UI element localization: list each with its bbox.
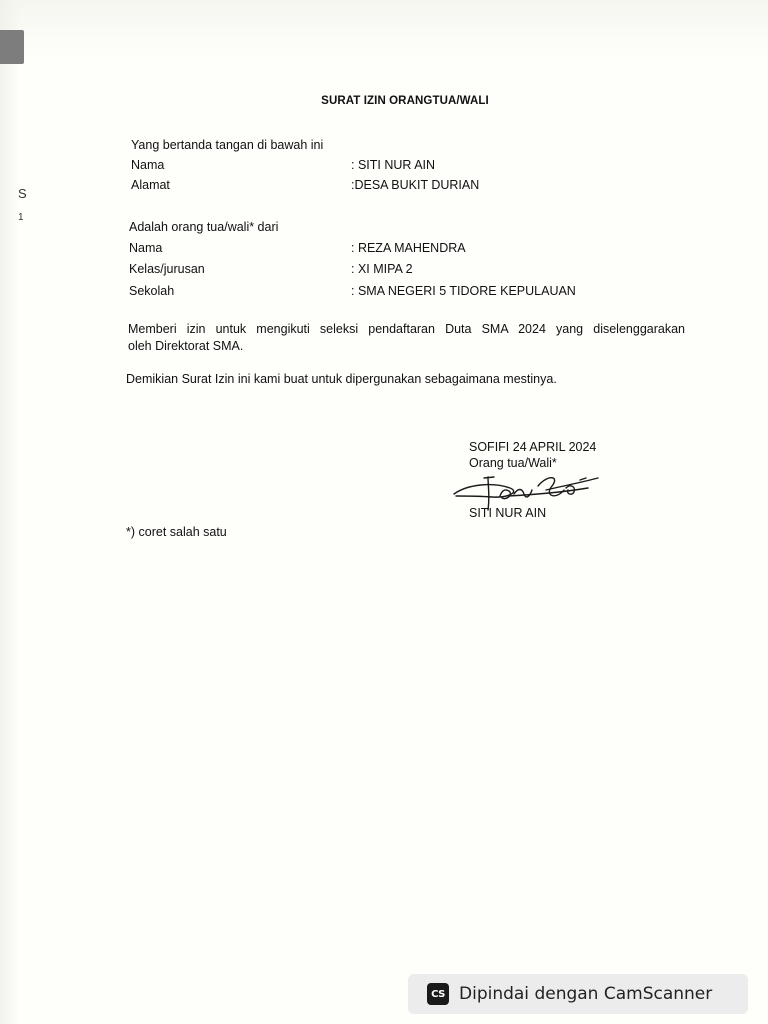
parent-name-value: : SITI NUR AIN bbox=[351, 158, 436, 172]
edge-text-fragment: S bbox=[18, 186, 27, 201]
child-class-label: Kelas/jurusan bbox=[129, 262, 205, 276]
closing-paragraph: Demikian Surat Izin ini kami buat untuk dipergunakan sebagaimana mestinya. bbox=[126, 372, 557, 386]
letter-title: SURAT IZIN ORANGTUA/WALI bbox=[321, 95, 489, 107]
place-date: SOFIFI 24 APRIL 2024 bbox=[469, 440, 597, 454]
scan-corner-mark bbox=[0, 30, 24, 64]
intro-line: Yang bertanda tangan di bawah ini bbox=[131, 138, 324, 152]
parent-name-label: Nama bbox=[131, 158, 165, 172]
signer-name: SITI NUR AIN bbox=[469, 506, 547, 520]
child-class-value: : XI MIPA 2 bbox=[351, 262, 413, 276]
signer-role: Orang tua/Wali* bbox=[469, 456, 557, 470]
parent-address-value: :DESA BUKIT DURIAN bbox=[351, 178, 480, 192]
camscanner-watermark bbox=[408, 974, 748, 1014]
parent-address-label: Alamat bbox=[131, 178, 170, 192]
edge-text-fragment: 1 bbox=[18, 212, 24, 223]
child-school-label: Sekolah bbox=[129, 284, 175, 298]
camscanner-logo-icon: CS bbox=[427, 983, 449, 1005]
permission-paragraph-line1: Memberi izin untuk mengikuti seleksi pendaftaran Duta SMA 2024 yang diselenggarakan bbox=[128, 322, 685, 336]
permission-paragraph-line2: oleh Direktorat SMA. bbox=[128, 339, 244, 353]
watermark-text: Dipindai dengan CamScanner bbox=[459, 984, 713, 1004]
child-intro-line: Adalah orang tua/wali* dari bbox=[129, 220, 279, 234]
child-school-value: : SMA NEGERI 5 TIDORE KEPULAUAN bbox=[351, 284, 576, 298]
footnote: *) coret salah satu bbox=[126, 525, 227, 539]
child-name-value: : REZA MAHENDRA bbox=[351, 241, 466, 255]
child-name-label: Nama bbox=[129, 241, 163, 255]
